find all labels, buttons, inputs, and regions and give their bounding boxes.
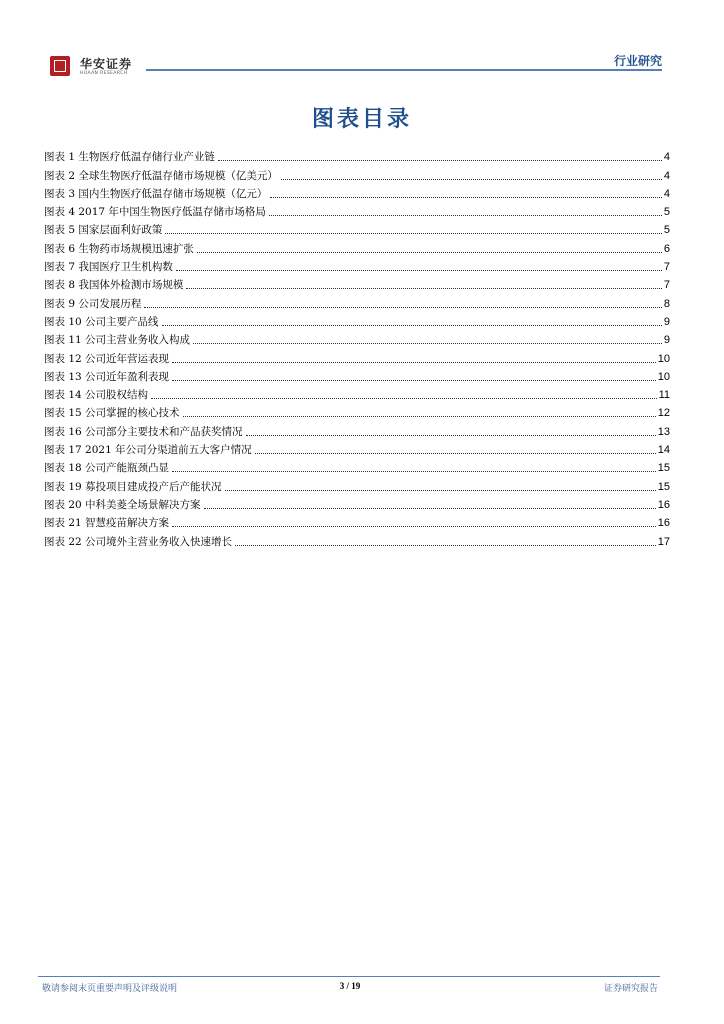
dot-leader xyxy=(172,361,656,363)
toc-entry-page[interactable]: 15 xyxy=(657,480,670,493)
toc-entry-label[interactable]: 图表 4 2017 年中国生物医疗低温存储市场格局 xyxy=(44,206,266,219)
toc-entry[interactable] xyxy=(44,164,670,182)
figure-list xyxy=(44,146,670,549)
dot-leader xyxy=(270,196,662,198)
toc-entry-label[interactable]: 图表 19 募投项目建成投产后产能状况 xyxy=(44,480,222,493)
toc-entry-label[interactable]: 图表 16 公司部分主要技术和产品获奖情况 xyxy=(44,425,243,438)
toc-entry-label[interactable]: 图表 8 我国体外检测市场规模 xyxy=(44,279,184,292)
toc-entry-page[interactable]: 9 xyxy=(663,334,670,347)
dot-leader xyxy=(186,287,662,289)
toc-entry-page[interactable]: 12 xyxy=(657,407,670,420)
toc-entry-page[interactable]: 10 xyxy=(657,352,670,365)
page-number: 3 / 19 xyxy=(339,981,361,991)
dot-leader xyxy=(172,525,656,527)
toc-entry-label[interactable]: 图表 11 公司主营业务收入构成 xyxy=(44,334,191,347)
page-header xyxy=(50,52,662,82)
toc-entry[interactable] xyxy=(44,366,670,384)
toc-entry-label[interactable]: 图表 15 公司掌握的核心技术 xyxy=(44,407,180,420)
dot-leader xyxy=(176,269,662,271)
disclaimer-note: 敬请参阅末页重要声明及评级说明 xyxy=(42,984,178,994)
logo-text: 华安证券 xyxy=(80,57,133,71)
toc-entry-label[interactable]: 图表 20 中科美菱全场景解决方案 xyxy=(44,498,201,511)
dot-leader xyxy=(255,452,656,454)
page-footer xyxy=(42,981,658,995)
logo-subtext: HUAAN RESEARCH xyxy=(80,71,128,76)
toc-entry-label[interactable]: 图表 7 我国医疗卫生机构数 xyxy=(44,261,173,274)
toc-entry-label[interactable]: 图表 6 生物药市场规模迅速扩张 xyxy=(44,242,194,255)
toc-entry-page[interactable]: 4 xyxy=(663,169,670,182)
toc-entry-page[interactable]: 8 xyxy=(663,297,670,310)
toc-entry-label[interactable]: 图表 13 公司近年盈利表现 xyxy=(44,370,170,383)
toc-entry-label[interactable]: 图表 17 2021 年公司分渠道前五大客户情况 xyxy=(44,444,252,457)
toc-entry[interactable] xyxy=(44,146,670,164)
toc-entry-label[interactable]: 图表 14 公司股权结构 xyxy=(44,389,149,402)
toc-entry[interactable] xyxy=(44,274,670,292)
dot-leader xyxy=(235,544,656,546)
dot-leader xyxy=(225,489,656,491)
company-seal-logo xyxy=(50,56,70,76)
toc-entry[interactable] xyxy=(44,201,670,219)
toc-entry[interactable] xyxy=(44,311,670,329)
toc-entry[interactable] xyxy=(44,384,670,402)
toc-entry-page[interactable]: 16 xyxy=(657,517,670,530)
toc-entry[interactable] xyxy=(44,329,670,347)
toc-entry[interactable] xyxy=(44,494,670,512)
toc-entry[interactable] xyxy=(44,292,670,310)
toc-entry[interactable] xyxy=(44,256,670,274)
toc-entry[interactable] xyxy=(44,219,670,237)
toc-entry-page[interactable]: 5 xyxy=(663,206,670,219)
toc-entry-page[interactable]: 16 xyxy=(657,498,670,511)
toc-entry[interactable] xyxy=(44,530,670,548)
dot-leader xyxy=(281,178,662,180)
dot-leader xyxy=(183,415,656,417)
dot-leader xyxy=(204,507,656,509)
dot-leader xyxy=(172,379,656,381)
toc-entry-page[interactable]: 7 xyxy=(663,261,670,274)
dot-leader xyxy=(246,434,656,436)
toc-entry[interactable] xyxy=(44,402,670,420)
toc-entry-label[interactable]: 图表 21 智慧疫苗解决方案 xyxy=(44,517,170,530)
toc-entry[interactable] xyxy=(44,512,670,530)
toc-entry-label[interactable]: 图表 1 生物医疗低温存储行业产业链 xyxy=(44,151,215,164)
toc-entry-page[interactable]: 5 xyxy=(663,224,670,237)
dot-leader xyxy=(144,306,662,308)
dot-leader xyxy=(193,342,662,344)
toc-entry-label[interactable]: 图表 9 公司发展历程 xyxy=(44,297,142,310)
report-type: 证券研究报告 xyxy=(603,984,658,994)
toc-entry-label[interactable]: 图表 18 公司产能瓶颈凸显 xyxy=(44,462,170,475)
toc-entry[interactable] xyxy=(44,420,670,438)
footer-divider xyxy=(38,976,660,977)
toc-entry-label[interactable]: 图表 5 国家层面利好政策 xyxy=(44,224,163,237)
toc-entry-page[interactable]: 4 xyxy=(663,187,670,200)
toc-entry[interactable] xyxy=(44,439,670,457)
dot-leader xyxy=(197,251,662,253)
toc-entry-page[interactable]: 14 xyxy=(657,444,670,457)
toc-entry-label[interactable]: 图表 12 公司近年营运表现 xyxy=(44,352,170,365)
toc-entry-label[interactable]: 图表 3 国内生物医疗低温存储市场规模（亿元） xyxy=(44,187,268,200)
toc-entry-page[interactable]: 11 xyxy=(658,389,670,402)
toc-entry-page[interactable]: 7 xyxy=(663,279,670,292)
toc-entry[interactable] xyxy=(44,237,670,255)
dot-leader xyxy=(218,159,662,161)
toc-entry[interactable] xyxy=(44,457,670,475)
dot-leader xyxy=(269,214,662,216)
toc-entry-label[interactable]: 图表 22 公司境外主营业务收入快速增长 xyxy=(44,535,233,548)
toc-entry-page[interactable]: 15 xyxy=(657,462,670,475)
section-label: 行业研究 xyxy=(608,52,662,69)
toc-entry-page[interactable]: 13 xyxy=(657,425,670,438)
dot-leader xyxy=(165,232,662,234)
dot-leader xyxy=(172,470,656,472)
dot-leader xyxy=(151,397,657,399)
toc-entry-page[interactable]: 9 xyxy=(663,315,670,328)
toc-entry-page[interactable]: 6 xyxy=(663,242,670,255)
toc-entry-label[interactable]: 图表 2 全球生物医疗低温存储市场规模（亿美元） xyxy=(44,169,278,182)
page-title: 图表目录 xyxy=(311,106,412,132)
toc-entry[interactable] xyxy=(44,183,670,201)
toc-entry[interactable] xyxy=(44,475,670,493)
header-divider xyxy=(146,69,662,71)
dot-leader xyxy=(162,324,662,326)
toc-entry-label[interactable]: 图表 10 公司主要产品线 xyxy=(44,315,159,328)
toc-entry-page[interactable]: 10 xyxy=(657,370,670,383)
toc-entry-page[interactable]: 4 xyxy=(663,151,670,164)
toc-entry-page[interactable]: 17 xyxy=(657,535,670,548)
toc-entry[interactable] xyxy=(44,347,670,365)
